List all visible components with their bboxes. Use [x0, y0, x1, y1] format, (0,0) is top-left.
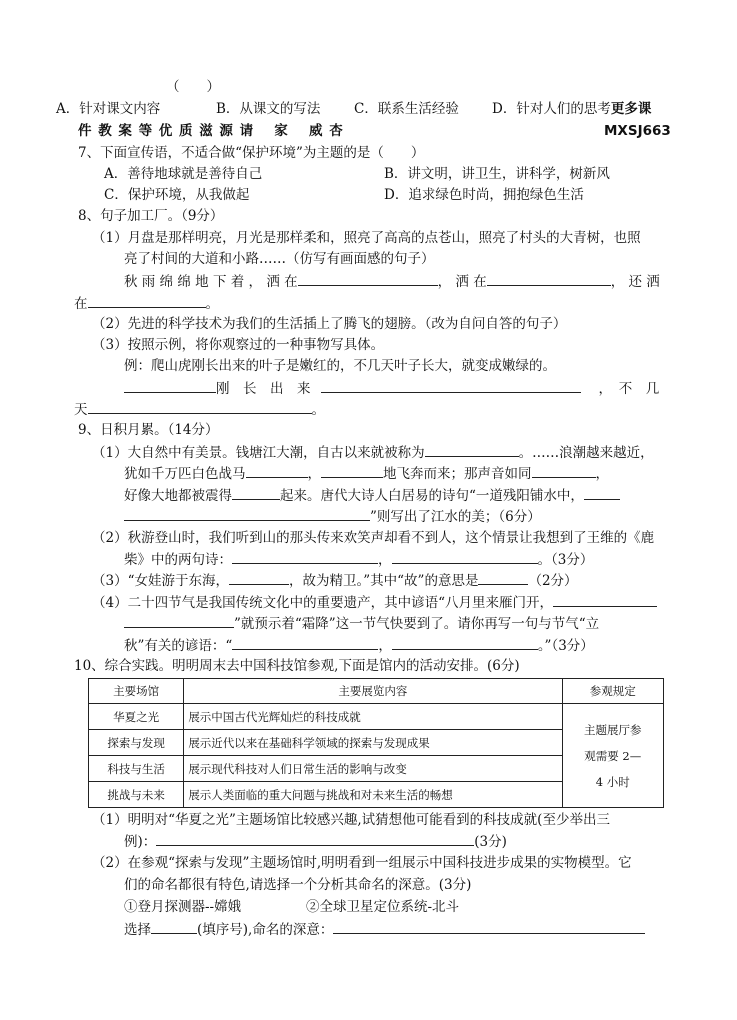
blank[interactable] [532, 464, 596, 478]
blank[interactable] [156, 832, 474, 846]
hall-content: 展示近代以来在基础科学领域的探索与发现成果 [184, 730, 562, 756]
blank[interactable] [333, 920, 645, 934]
blank[interactable] [232, 550, 378, 564]
q9-line1: （1）大自然中有美景。钱塘江大潮，自古以来就被称为 。……浪潮越来越近， [92, 445, 654, 461]
blank[interactable] [392, 550, 538, 564]
blank[interactable] [425, 443, 519, 457]
table-header-row [89, 679, 664, 704]
watermark-code: MXSJ663 [604, 123, 671, 139]
q10-p2-answer: 选择 (填序号),命名的深意： [124, 920, 645, 939]
watermark-ad-2: 件 教 案 等 优 质 滋 源 请 家 威 杏 [78, 123, 344, 139]
q9-stem: 9、日积月累。（14分） [78, 422, 219, 438]
blank[interactable] [487, 272, 611, 286]
q7-option-c: C．保护环境，从我做起 [104, 187, 250, 203]
q9-line6: 柴》中的两句诗： ， 。（3分） [124, 552, 594, 568]
table-row [89, 704, 664, 730]
q8-s3-fill: 刚 长 出 来 ， 不 几 [124, 379, 659, 398]
q8-s2: （2）先进的科学技术为我们的生活插上了腾飞的翅膀。（改为自问自答的句子） [92, 316, 567, 332]
blank[interactable] [298, 272, 438, 286]
option-b: B．从课文的写法 [216, 101, 321, 117]
option-c: C．联系生活经验 [354, 101, 459, 117]
exhibition-table [88, 678, 664, 808]
q10-p2-choice-2: ②全球卫星定位系统-北斗 [306, 899, 460, 915]
blank[interactable] [124, 507, 370, 521]
hall-content: 展示人类面临的重大问题与挑战和对未来生活的畅想 [184, 782, 562, 808]
blank[interactable] [553, 593, 657, 607]
q7-option-a: A．善待地球就是善待自己 [104, 166, 263, 182]
blank[interactable] [124, 379, 216, 393]
q9-line10: 秋”有关的谚语：“ ， 。”（3分） [124, 638, 594, 654]
hall-content: 展示中国古代光辉灿烂的科技成就 [184, 704, 562, 730]
q9-line8: （4）二十四节气是我国传统文化中的重要遗产，其中谚语“八月里来雁门开， [92, 593, 657, 612]
blank[interactable] [124, 614, 234, 628]
q8-s3-example: 例：爬山虎刚长出来的叶子是嫩红的，不几天叶子长大，就变成嫩绿的。 [124, 358, 556, 374]
blank[interactable] [478, 571, 528, 585]
visit-rule-line: 主题展厅参 [584, 722, 642, 737]
q8-stem: 8、句子加工厂。（9分） [78, 208, 224, 224]
blank[interactable] [151, 920, 197, 934]
blank[interactable] [392, 636, 538, 650]
q8-s1-fill-2: 在 。 [74, 296, 219, 312]
visit-rule [562, 704, 663, 808]
q10-p2-choice-1: ①登月探测器--嫦娥 [124, 899, 242, 915]
blank[interactable] [321, 464, 383, 478]
hall-name: 科技与生活 [89, 756, 184, 782]
blank[interactable] [88, 294, 206, 308]
hall-name: 华夏之光 [89, 704, 184, 730]
q8-s1-line2: 亮了村间的大道和小路……（仿写有画面感的句子） [124, 251, 435, 267]
hall-content: 展示现代科技对人们日常生活的影响与改变 [184, 756, 562, 782]
blank[interactable] [584, 486, 620, 500]
blank[interactable] [229, 571, 289, 585]
q9-line3: 好像大地都被震得 起来。唐代大诗人白居易的诗句“一道残阳铺水中， [124, 486, 620, 505]
blank[interactable] [88, 400, 312, 414]
q7-option-d: D．追求绿色时尚，拥抱绿色生活 [384, 187, 584, 203]
q10-p1-line1: （1）明明对“华夏之光”主题场馆比较感兴趣,试猜想他可能看到的科技成就(至少举出三 [92, 812, 610, 828]
option-a: A．针对课文内容 [56, 101, 161, 117]
option-d: D．针对人们的思考更多课 [492, 101, 652, 117]
q8-s1-line1: （1）月盘是那样明亮，月光是那样柔和，照亮了高高的点苍山，照亮了村头的大青树，也照 [92, 230, 641, 246]
q10-p2-line1: （2）在参观“探索与发现”主题场馆时,明明看到一组展示中国科技进步成果的实物模型。它 [92, 855, 632, 871]
blank[interactable] [232, 486, 280, 500]
q8-s3: （3）按照示例，将你观察过的一种事物写具体。 [92, 337, 385, 353]
table-header: 参观规定 [562, 679, 663, 704]
q7-stem: 7、下面宣传语，不适合做“保护环境”为主题的是（ ） [78, 145, 425, 161]
visit-rule-line: 观需要 2— [584, 748, 642, 763]
q8-s1-fill: 秋 雨 绵 绵 地 下 着 ， 洒 在 ， 洒 在 ， 还 洒 [124, 274, 660, 290]
q9-line7: （3）“女娃游于东海， ，故为精卫。”其中“故”的意思是 （2分） [92, 573, 578, 589]
blank[interactable] [246, 464, 308, 478]
q7-option-b: B．讲文明，讲卫生，讲科学，树新风 [384, 166, 610, 182]
answer-paren: （ ） [166, 79, 220, 95]
q10-stem: 10、综合实践。明明周末去中国科技馆参观,下面是馆内的活动安排。(6分) [74, 658, 520, 674]
watermark-ad-1: 更多课 [610, 101, 652, 117]
q10-p2-line2: 们的命名都很有特色,请选择一个分析其命名的深意。(3分) [124, 877, 472, 893]
q10-p1-line2: 例)： (3分) [124, 834, 507, 850]
table-header: 主要场馆 [89, 679, 184, 704]
q9-line5: （2）秋游登山时，我们听到山的那头传来欢笑声却看不到人，这个情景让我想到了王维的《鹿 [92, 530, 655, 546]
hall-name: 探索与发现 [89, 730, 184, 756]
q8-s3-fill-2: 天 。 [74, 402, 325, 418]
q9-line2: 犹如千万匹白色战马 ， 地飞奔而来；那声音如同 ， [124, 466, 609, 482]
table-header: 主要展览内容 [184, 679, 562, 704]
hall-name: 挑战与未来 [89, 782, 184, 808]
blank[interactable] [321, 379, 581, 393]
visit-rule-line: 4 小时 [595, 774, 630, 789]
q9-line4: ”则写出了江水的美；（6分） [124, 507, 541, 526]
q9-line9: ”就预示着“霜降”这一节气快要到了。请你再写一句与节气“立 [124, 614, 599, 633]
blank[interactable] [232, 636, 378, 650]
